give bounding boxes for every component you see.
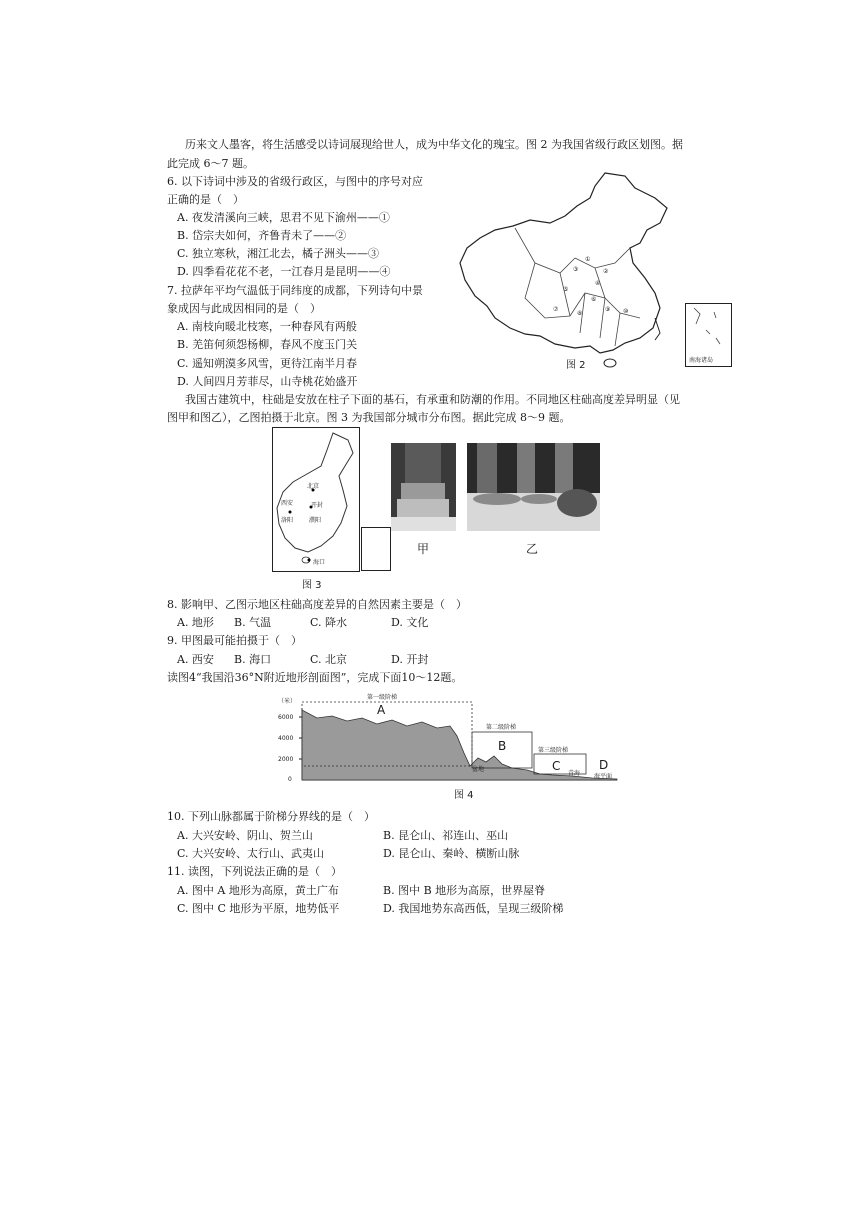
china-outline-svg <box>455 168 675 368</box>
q10-option-b: B. 昆仑山、祁连山、巫山 <box>383 829 509 842</box>
q6-option-d: D. 四季看花花不老，一江春月是昆明——④ <box>177 265 391 278</box>
q9-stem: 9. 甲图最可能拍摄于（ ） <box>167 634 302 647</box>
south-china-sea-inset <box>685 303 732 367</box>
step-2-label: 第二级阶梯 <box>486 724 517 731</box>
q7-stem: 7. 拉萨年平均气温低于同纬度的成都，下列诗句中景 <box>167 284 423 297</box>
q9-option-b: B. 海口 <box>234 653 272 666</box>
q10-option-a: A. 大兴安岭、阴山、贺兰山 <box>177 829 313 842</box>
q7-option-c: C. 遥知朔漠多风雪，更待江南半月春 <box>177 357 358 370</box>
y-tick-6000: 6000 <box>278 714 294 721</box>
q9-option-d: D. 开封 <box>391 653 429 666</box>
photo-b-svg <box>467 443 600 531</box>
q9-option-a: A. 西安 <box>177 653 214 666</box>
photo-b-label: 乙 <box>526 542 539 556</box>
q6-option-b: B. 岱宗夫如何，齐鲁青未了——② <box>177 229 347 242</box>
photo-b-pillar-base <box>467 443 600 531</box>
letter-c: C <box>552 759 561 773</box>
letter-b: B <box>498 739 507 753</box>
map-marker-2: ② <box>603 268 609 275</box>
q6-stem: 6. 以下诗词中涉及的省级行政区，与图中的序号对应 <box>167 175 423 188</box>
q11-option-d: D. 我国地势东高西低，呈现三级阶梯 <box>383 902 564 915</box>
place-basin: 盆地 <box>472 766 485 773</box>
q10-stem: 10. 下列山脉都属于阶梯分界线的是（ ） <box>167 810 375 823</box>
q8-option-a: A. 地形 <box>177 616 214 629</box>
city-beijing: 北京 <box>307 483 320 490</box>
intro-text-line-2: 此完成 6～7 题。 <box>167 157 254 170</box>
q11-option-a: A. 图中 A 地形为高原，黄土广布 <box>177 884 339 897</box>
q7-option-b: B. 羌笛何须怨杨柳，春风不度玉门关 <box>177 338 358 351</box>
figure-3-caption: 图 3 <box>302 580 322 591</box>
q7-option-d: D. 人间四月芳菲尽，山寺桃花始盛开 <box>177 375 358 388</box>
q10-option-c: C. 大兴安岭、太行山、武夷山 <box>177 847 325 860</box>
photo-a-pillar-base <box>391 443 456 531</box>
step-3-label: 第三级阶梯 <box>538 747 569 754</box>
figure-2-caption: 图 2 <box>566 360 586 371</box>
map-marker-5: ⑤ <box>563 286 569 293</box>
figure-4-caption: 图 4 <box>454 790 474 801</box>
y-tick-4000: 4000 <box>278 735 294 742</box>
q10-option-d: D. 昆仑山、秦岭、横断山脉 <box>383 847 520 860</box>
map-marker-3: ③ <box>573 266 579 273</box>
letter-a: A <box>377 703 386 717</box>
step-1-label: 第一级阶梯 <box>367 694 398 701</box>
letter-d: D <box>599 758 609 772</box>
map-marker-4: ④ <box>595 280 601 287</box>
q7-stem-2: 象成因与此成因相同的是（ ） <box>167 302 321 315</box>
map-marker-1: ① <box>585 256 591 263</box>
intro-text-line-1: 历来文人墨客，将生活感受以诗词展现给世人，成为中华文化的瑰宝。图 2 为我国省级行政区划图。据 <box>185 138 683 151</box>
city-luoyang: 洛阳 <box>281 517 294 524</box>
q11-stem: 11. 读图，下列说法正确的是（ ） <box>167 865 342 878</box>
intro3-line: 读图4“我国沿36°N附近地形剖面图”，完成下面10～12题。 <box>167 671 463 684</box>
y-axis-unit: （米） <box>278 698 297 705</box>
q8-option-c: C. 降水 <box>310 616 348 629</box>
map-marker-9: ⑨ <box>605 306 611 313</box>
q8-option-b: B. 气温 <box>234 616 272 629</box>
q7-option-a: A. 南枝向暖北枝寒，一种春风有两般 <box>177 320 357 333</box>
map-marker-7: ⑦ <box>553 306 559 313</box>
city-puyang: 濮阳 <box>309 517 322 524</box>
figure-4-terrain-profile <box>272 688 622 788</box>
y-tick-0: 0 <box>288 776 292 783</box>
map-marker-10: ⑩ <box>623 308 629 315</box>
inset-label: 南海诸岛 <box>689 357 714 364</box>
city-xian: 西安 <box>281 500 294 507</box>
city-haikou: 海口 <box>313 559 326 566</box>
y-tick-2000: 2000 <box>278 756 294 763</box>
place-qinghai: 青海 <box>568 770 581 777</box>
q9-option-c: C. 北京 <box>310 653 348 666</box>
city-kaifeng: 开封 <box>311 502 324 509</box>
q11-option-b: B. 图中 B 地形为高原，世界屋脊 <box>383 884 546 897</box>
photo-a-label: 甲 <box>417 542 430 556</box>
q6-stem-2: 正确的是（ ） <box>167 193 244 206</box>
figure-3-city-map <box>272 427 360 572</box>
place-sea-level: 海平面 <box>594 773 613 780</box>
q11-option-c: C. 图中 C 地形为平原，地势低平 <box>177 902 340 915</box>
q6-option-c: C. 独立寒秋，湘江北去，橘子洲头——③ <box>177 247 380 260</box>
figure-3-inset <box>361 527 391 571</box>
map-marker-6: ⑥ <box>591 296 597 303</box>
map-marker-8: ⑧ <box>577 310 583 317</box>
inset-svg <box>686 304 731 354</box>
q8-option-d: D. 文化 <box>391 616 429 629</box>
q6-option-a: A. 夜发清溪向三峡，思君不见下渝州——① <box>177 211 390 224</box>
intro2-line-2: 图甲和图乙），乙图拍摄于北京。图 3 为我国部分城市分布图。据此完成 8～9 题。 <box>167 411 571 424</box>
q8-stem: 8. 影响甲、乙图示地区柱础高度差异的自然因素主要是（ ） <box>167 598 467 611</box>
figure-2-china-map <box>455 168 675 368</box>
intro2-line-1: 我国古建筑中，柱础是安放在柱子下面的基石，有承重和防潮的作用。不同地区柱础高度差异明显（见 <box>185 393 680 406</box>
photo-a-svg <box>391 443 456 531</box>
